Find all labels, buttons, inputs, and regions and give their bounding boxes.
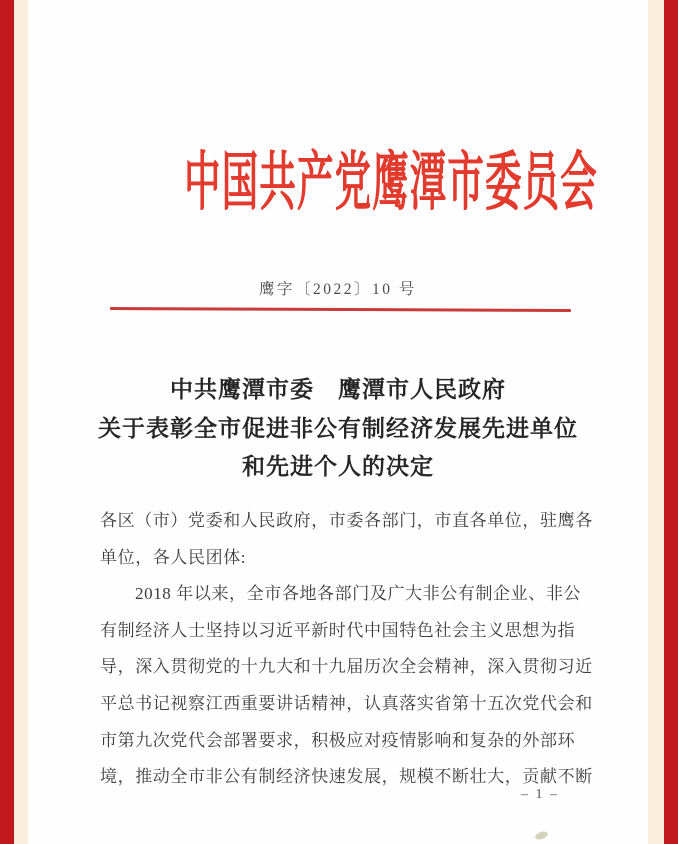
red-divider-line: [110, 307, 571, 312]
body-line: 2018 年以来，全市各地各部门及广大非公有制企业、非公: [135, 584, 582, 604]
document-title: [28, 371, 648, 487]
right-red-border: [664, 0, 678, 844]
document-paper: [28, 0, 648, 844]
left-cream-border: [14, 0, 28, 844]
title-line-1: 中共鹰潭市委 鹰潭市人民政府: [170, 377, 506, 402]
body-line: 单位，各人民团体:: [100, 547, 247, 567]
body-line: 有制经济人士坚持以习近平新时代中国特色社会主义思想为指: [100, 620, 576, 640]
left-red-border: [0, 0, 14, 844]
issuing-authority-header: [28, 146, 648, 220]
body-line: 各区（市）党委和人民政府，市委各部门，市直各单位，驻鹰各: [100, 511, 593, 530]
title-line-2: 关于表彰全市促进非公有制经济发展先进单位: [98, 415, 578, 441]
document-body: [100, 503, 596, 796]
scan-artifact-smudge: [534, 830, 549, 841]
body-line: 境，推动全市非公有制经济快速发展，规模不断壮大，贡献不断: [100, 767, 593, 787]
document-reference-number: 鹰字〔2022〕10 号: [259, 281, 417, 298]
title-line-3: 和先进个人的决定: [242, 454, 434, 479]
right-cream-border: [648, 0, 664, 844]
body-line: 市第九次党代会部署要求，积极应对疫情影响和复杂的外部环: [100, 730, 576, 750]
issuing-authority-text: 中国共产党鹰潭市委员会: [184, 147, 598, 218]
body-line: 平总书记视察江西重要讲话精神，认真落实省第十五次党代会和: [100, 693, 593, 713]
page-number: – 1 –: [521, 787, 559, 802]
body-line: 导，深入贯彻党的十九大和十九届历次全会精神，深入贯彻习近: [100, 657, 593, 677]
